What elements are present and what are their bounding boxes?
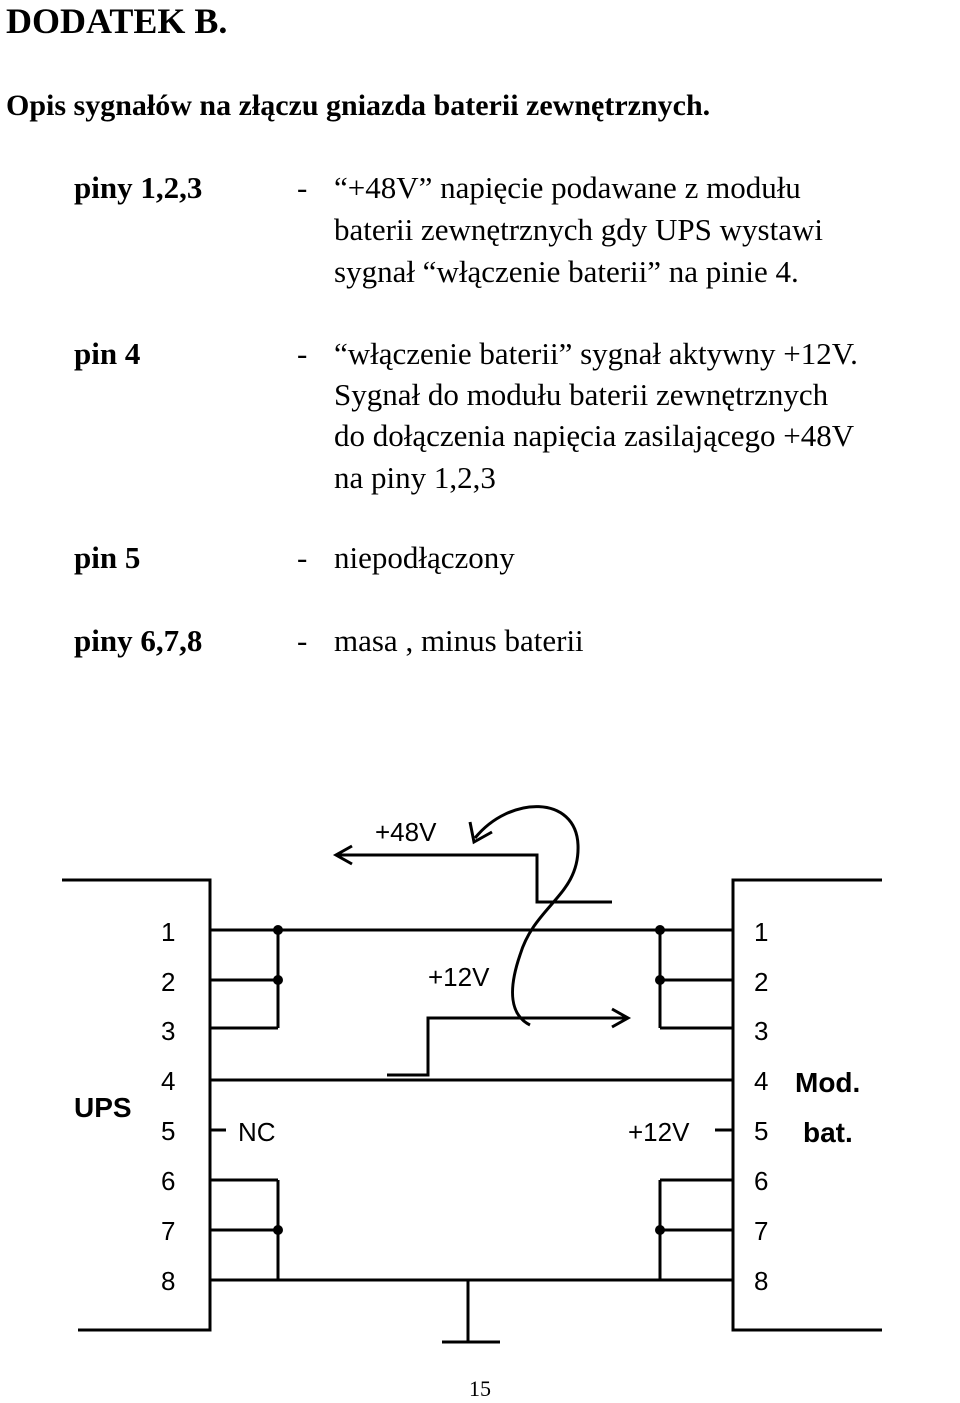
- module-label-line-1: Mod.: [795, 1067, 861, 1098]
- junction-dot: [655, 925, 665, 935]
- left-pin-number: 7: [161, 1216, 176, 1246]
- description-line: baterii zewnętrznych gdy UPS wystawi: [334, 212, 823, 247]
- left-pin-number: 2: [161, 967, 176, 997]
- ups-label: UPS: [74, 1092, 132, 1123]
- right-pin-number: 5: [754, 1116, 769, 1146]
- description-line: masa , minus baterii: [334, 623, 584, 658]
- pin-label: pin 5: [74, 540, 141, 575]
- module-label-line-2: bat.: [803, 1117, 853, 1148]
- junction-dot: [273, 1225, 283, 1235]
- left-pin-number: 1: [161, 917, 176, 947]
- junction-dot: [273, 975, 283, 985]
- left-pin-numbers: [161, 917, 175, 1296]
- description-line: Sygnał do modułu baterii zewnętrznych: [334, 377, 829, 412]
- curved-control-arrow: [475, 807, 578, 1025]
- pin-label: piny 1,2,3: [74, 170, 203, 205]
- right-pin-number: 8: [754, 1266, 769, 1296]
- junction-dot: [655, 975, 665, 985]
- description-line: niepodłączony: [334, 540, 515, 575]
- left-pin-number: 6: [161, 1166, 176, 1196]
- right-pin-number: 3: [754, 1016, 769, 1046]
- label-12v-pin5: +12V: [628, 1117, 690, 1147]
- dash: -: [297, 336, 308, 371]
- left-pin-number: 3: [161, 1016, 176, 1046]
- wiring-diagram: [0, 760, 960, 1360]
- page-number: 15: [469, 1376, 491, 1401]
- right-pin-number: 7: [754, 1216, 769, 1246]
- left-pin-number: 8: [161, 1266, 176, 1296]
- right-pin-numbers: [754, 917, 768, 1296]
- dash: -: [297, 623, 308, 658]
- appendix-heading: DODATEK B.: [6, 1, 228, 41]
- description-line: “+48V” napięcie podawane z modułu: [334, 170, 801, 205]
- description-line: sygnał “włączenie baterii” na pinie 4.: [334, 254, 799, 289]
- junction-dot: [273, 925, 283, 935]
- left-pin-number: 4: [161, 1066, 176, 1096]
- pin-label: piny 6,7,8: [74, 623, 203, 658]
- signal-12v-line: [387, 1018, 628, 1075]
- description-line: do dołączenia napięcia zasilającego +48V: [334, 418, 855, 453]
- description-line: “włączenie baterii” sygnał aktywny +12V.: [334, 336, 858, 371]
- dash: -: [297, 170, 308, 205]
- label-nc: NC: [238, 1117, 276, 1147]
- label-12v-signal: +12V: [428, 962, 490, 992]
- right-pin-number: 4: [754, 1066, 769, 1096]
- junction-dot: [655, 1225, 665, 1235]
- description-line: na piny 1,2,3: [334, 460, 496, 495]
- section-heading: Opis sygnałów na złączu gniazda baterii zewnętrznych.: [6, 89, 711, 122]
- right-pin-number: 2: [754, 967, 769, 997]
- dash: -: [297, 540, 308, 575]
- right-pin-number: 1: [754, 917, 769, 947]
- pin-label: pin 4: [74, 336, 141, 371]
- left-pin-number: 5: [161, 1116, 176, 1146]
- label-48v: +48V: [375, 817, 437, 847]
- right-connector-outline: [733, 880, 882, 1330]
- right-pin-number: 6: [754, 1166, 769, 1196]
